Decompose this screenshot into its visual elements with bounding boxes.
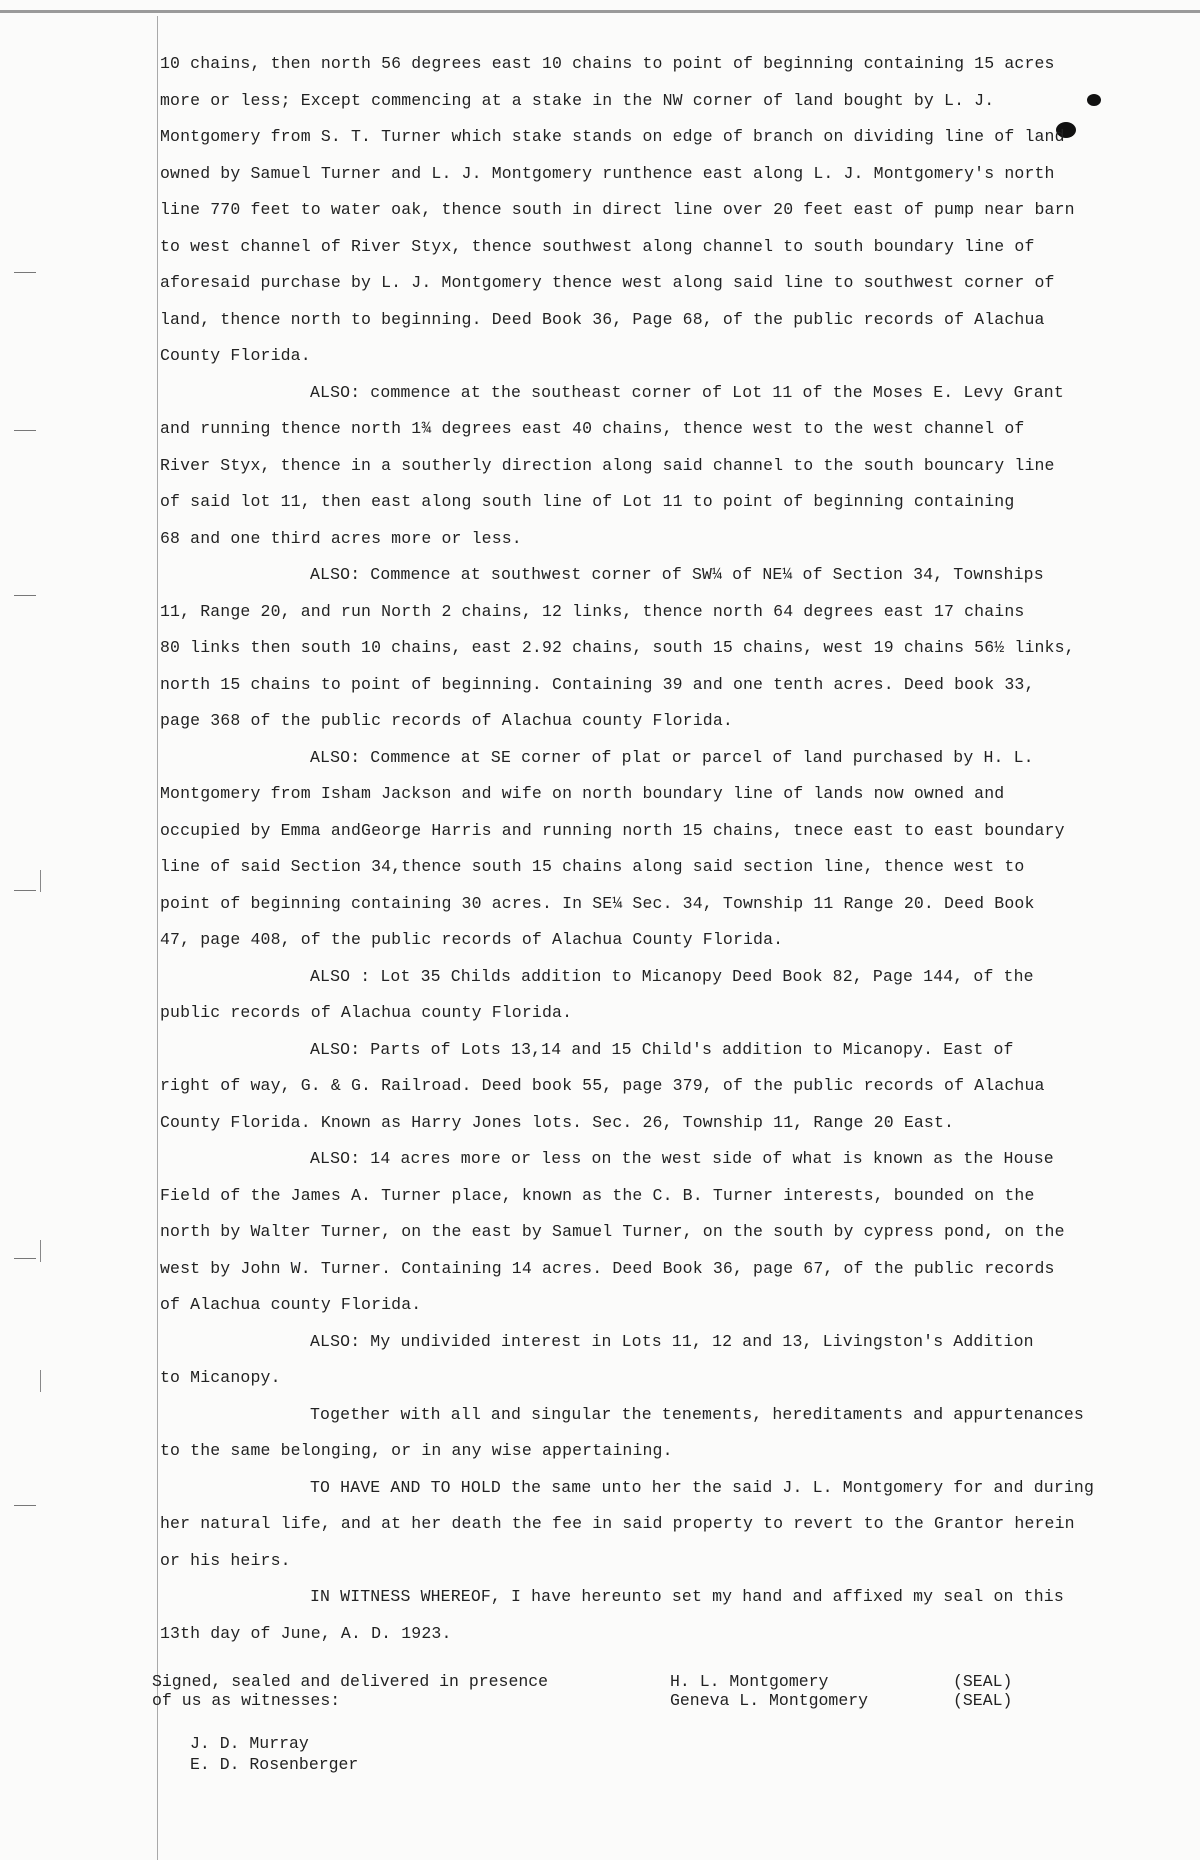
margin-mark (14, 272, 36, 273)
top-rule (0, 10, 1200, 13)
text-line: occupied by Emma andGeorge Harris and running north 15 chains, tnece east to east boundary (160, 820, 1065, 840)
witness-name: E. D. Rosenberger (190, 1755, 359, 1774)
text-line: ALSO: commence at the southeast corner of Lot 11 of the Moses E. Levy Grant (310, 382, 1064, 402)
witness-presence-statement (152, 1672, 548, 1710)
text-line: 11, Range 20, and run North 2 chains, 12 links, thence north 64 degrees east 17 chains (160, 601, 1025, 621)
seal-label: (SEAL) (953, 1672, 1013, 1691)
text-line: 68 and one third acres more or less. (160, 528, 522, 548)
margin-mark (14, 890, 36, 891)
text-line: ALSO: 14 acres more or less on the west side of what is known as the House (310, 1149, 1054, 1168)
text-line: River Styx, thence in a southerly direction along said channel to the south bouncary line (160, 455, 1055, 475)
text-line: land, thence north to beginning. Deed Book 36, Page 68, of the public records of Alachua (160, 309, 1045, 329)
text-line: her natural life, and at her death the fee in said property to revert to the Grantor herein (160, 1514, 1075, 1533)
deed-body-text (160, 46, 1130, 1652)
text-line: TO HAVE AND TO HOLD the same unto her the said J. L. Montgomery for and during (310, 1477, 1095, 1497)
text-line: north by Walter Turner, on the east by Samuel Turner, on the south by cypress pond, on the (160, 1222, 1065, 1241)
text-line: County Florida. Known as Harry Jones lots. Sec. 26, Township 11, Range 20 East. (160, 1112, 955, 1132)
text-line: and running thence north 1¾ degrees east 40 chains, thence west to the west channel of (160, 419, 1025, 438)
text-line: Together with all and singular the tenements, hereditaments and appurtenances (310, 1404, 1084, 1424)
text-line: Montgomery from Isham Jackson and wife on north boundary line of lands now owned and (160, 784, 1005, 803)
witness-names (190, 1733, 358, 1775)
text-line: more or less; Except commencing at a stake in the NW corner of land bought by L. J. (160, 90, 995, 110)
seal-marks (953, 1672, 1012, 1710)
text-line: west by John W. Turner. Containing 14 acres. Deed Book 36, page 67, of the public records (160, 1258, 1055, 1278)
text-line: line 770 feet to water oak, thence south in direct line over 20 feet east of pump near barn (160, 200, 1075, 219)
text-line: to Micanopy. (160, 1368, 281, 1387)
text-line: to the same belonging, or in any wise appertaining. (160, 1441, 673, 1460)
text-line: ALSO: Commence at SE corner of plat or parcel of land purchased by H. L. (310, 747, 1034, 767)
text-line: ALSO : Lot 35 Childs addition to Micanopy Deed Book 82, Page 144, of the (310, 966, 1034, 986)
text-line: to west channel of River Styx, thence southwest along channel to south boundary line of (160, 236, 1035, 256)
text-line: page 368 of the public records of Alachua county Florida. (160, 711, 733, 730)
text-line: Field of the James A. Turner place, known as the C. B. Turner interests, bounded on the (160, 1185, 1035, 1205)
margin-mark (14, 1258, 36, 1259)
presence-line: Signed, sealed and delivered in presence (152, 1672, 549, 1691)
text-line: ALSO: My undivided interest in Lots 11, 12 and 13, Livingston's Addition (310, 1331, 1034, 1351)
text-line: ALSO: Commence at southwest corner of SW¼ of NE¼ of Section 34, Townships (310, 565, 1044, 584)
text-line: or his heirs. (160, 1550, 291, 1570)
text-line: right of way, G. & G. Railroad. Deed book 55, page 379, of the public records of Alachua (160, 1076, 1045, 1095)
text-line: 13th day of June, A. D. 1923. (160, 1623, 452, 1643)
text-line: 10 chains, then north 56 degrees east 10 chains to point of beginning containing 15 acres (160, 54, 1055, 73)
text-line: ALSO: Parts of Lots 13,14 and 15 Child's addition to Micanopy. East of (310, 1039, 1014, 1059)
signer-name: H. L. Montgomery (670, 1672, 829, 1691)
text-line: public records of Alachua county Florida. (160, 1003, 573, 1022)
text-line: aforesaid purchase by L. J. Montgomery thence west along said line to southwest corner of (160, 273, 1055, 292)
text-line: owned by Samuel Turner and L. J. Montgomery runthence east along L. J. Montgomery's north (160, 163, 1055, 183)
left-margin-rule (157, 16, 158, 1860)
text-line: of said lot 11, then east along south line of Lot 11 to point of beginning containing (160, 492, 1015, 511)
margin-tick (40, 1370, 41, 1392)
witness-name: J. D. Murray (190, 1734, 309, 1753)
text-line: IN WITNESS WHEREOF, I have hereunto set my hand and affixed my seal on this (310, 1587, 1064, 1606)
margin-tick (40, 1240, 41, 1262)
text-line: of Alachua county Florida. (160, 1295, 422, 1314)
signer-names (670, 1672, 868, 1710)
text-line: County Florida. (160, 346, 311, 365)
margin-mark (14, 595, 36, 596)
text-line: Montgomery from S. T. Turner which stake stands on edge of branch on dividing line of land (160, 127, 1065, 146)
signer-name: Geneva L. Montgomery (670, 1691, 869, 1710)
margin-tick (40, 870, 41, 892)
text-line: north 15 chains to point of beginning. Containing 39 and one tenth acres. Deed book 33, (160, 674, 1035, 694)
margin-mark (14, 1505, 36, 1506)
presence-line: of us as witnesses: (152, 1691, 341, 1710)
margin-mark (14, 430, 36, 431)
text-line: 47, page 408, of the public records of Alachua County Florida. (160, 930, 784, 949)
text-line: point of beginning containing 30 acres. In SE¼ Sec. 34, Township 11 Range 20. Deed Book (160, 893, 1035, 913)
text-line: 80 links then south 10 chains, east 2.92 chains, south 15 chains, west 19 chains 56½ links, (160, 638, 1075, 657)
seal-label: (SEAL) (953, 1691, 1013, 1710)
text-line: line of said Section 34,thence south 15 chains along said section line, thence west to (160, 857, 1025, 876)
